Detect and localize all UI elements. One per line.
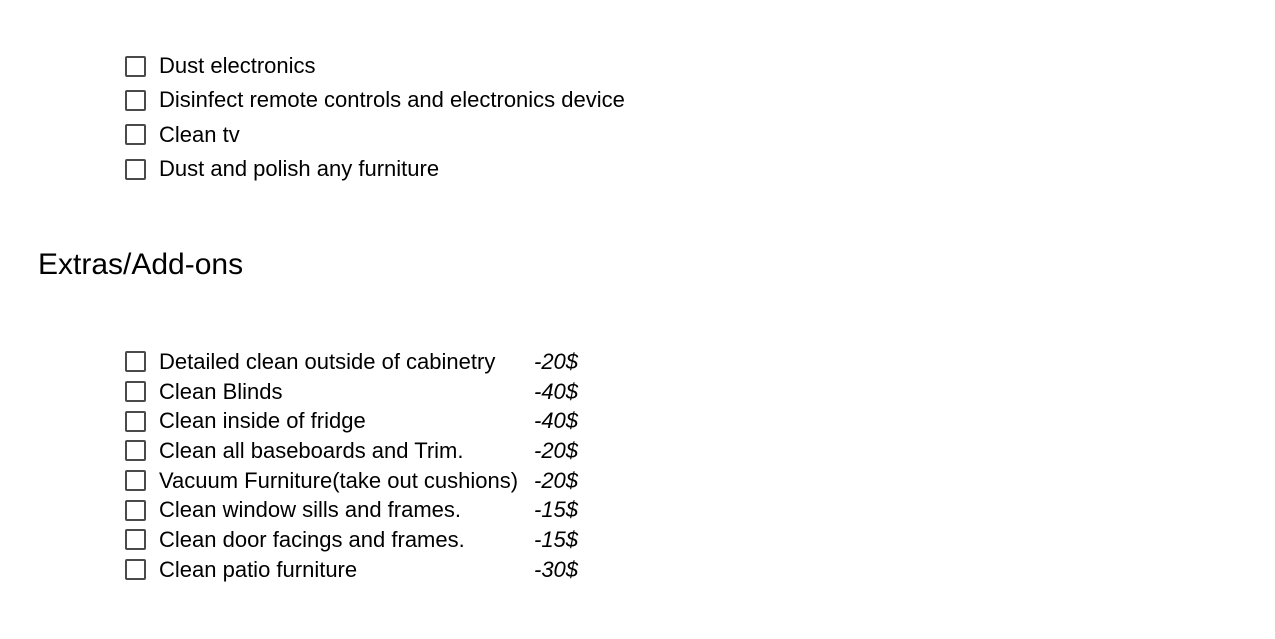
- checkbox[interactable]: [125, 159, 146, 180]
- checkbox[interactable]: [125, 90, 146, 111]
- checklist-item-label: Clean tv: [159, 121, 240, 147]
- extras-item-price: -20$: [534, 467, 579, 493]
- checkbox[interactable]: [125, 351, 146, 372]
- checkbox[interactable]: [125, 529, 146, 550]
- extras-item-price: -15$: [534, 526, 579, 552]
- checklist-item-label: Disinfect remote controls and electronics device: [159, 87, 625, 113]
- checklist-item-dust-furniture: [125, 152, 625, 186]
- checkbox[interactable]: [125, 470, 146, 491]
- checkbox[interactable]: [125, 381, 146, 402]
- extras-item-window-sills: [125, 495, 578, 525]
- checkbox[interactable]: [125, 440, 146, 461]
- checkbox[interactable]: [125, 500, 146, 521]
- living-room-checklist: [125, 49, 625, 186]
- extras-item-label: Clean Blinds: [159, 378, 283, 404]
- extras-item-cabinetry: [125, 347, 578, 377]
- extras-item-door-facings: [125, 525, 578, 555]
- extras-checklist: [125, 347, 578, 585]
- extras-heading: Extras/Add-ons: [38, 248, 244, 281]
- extras-item-baseboards: [125, 436, 578, 466]
- checklist-item-disinfect-remotes: [125, 83, 625, 117]
- extras-item-price: -40$: [534, 378, 579, 404]
- checklist-item-clean-tv: [125, 118, 625, 152]
- extras-item-price: -40$: [534, 408, 579, 434]
- checklist-item-label: Dust electronics: [159, 53, 316, 79]
- extras-item-label: Clean patio furniture: [159, 556, 358, 582]
- extras-item-label: Clean inside of fridge: [159, 408, 366, 434]
- extras-item-blinds: [125, 377, 578, 407]
- checkbox[interactable]: [125, 56, 146, 77]
- checklist-item-label: Dust and polish any furniture: [159, 156, 440, 182]
- extras-item-price: -15$: [534, 497, 579, 523]
- extras-item-patio-furniture: [125, 555, 578, 585]
- extras-item-label: Clean door facings and frames.: [159, 526, 465, 552]
- checkbox[interactable]: [125, 559, 146, 580]
- checklist-item-dust-electronics: [125, 49, 625, 83]
- extras-item-label: Clean all baseboards and Trim.: [159, 437, 464, 463]
- extras-item-price: -20$: [534, 437, 579, 463]
- extras-item-vacuum-furniture: [125, 466, 578, 496]
- extras-item-label: Vacuum Furniture(take out cushions): [159, 467, 519, 493]
- extras-item-label: Clean window sills and frames.: [159, 497, 462, 523]
- checkbox[interactable]: [125, 411, 146, 432]
- checkbox[interactable]: [125, 124, 146, 145]
- extras-item-price: -20$: [534, 348, 579, 374]
- extras-item-fridge: [125, 406, 578, 436]
- extras-item-label: Detailed clean outside of cabinetry: [159, 348, 496, 374]
- extras-item-price: -30$: [534, 556, 579, 582]
